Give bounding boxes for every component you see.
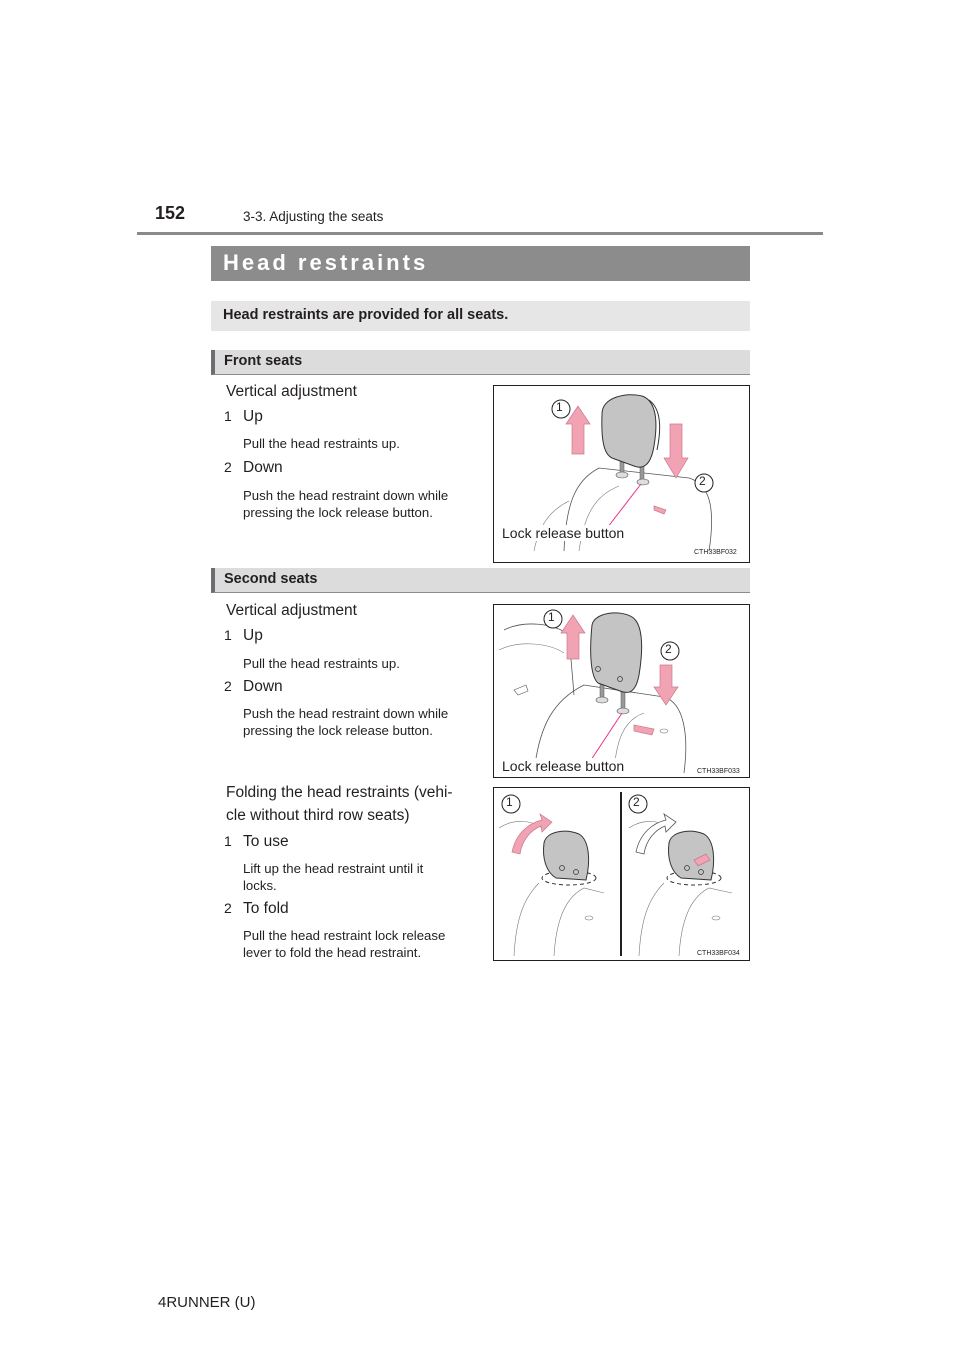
front-item-1-label: Up: [243, 408, 263, 425]
page-number: 152: [155, 203, 186, 223]
intro-text: Head restraints are provided for all seats.: [223, 307, 509, 323]
front-seat-figure: [493, 385, 750, 563]
front-item-2-label: Down: [243, 459, 283, 476]
front-item-1-desc: Pull the head restraints up.: [243, 436, 400, 451]
folding-callout-1: 1: [506, 795, 513, 809]
front-figure-code: CTH33BF032: [694, 549, 737, 556]
folding-figure: [493, 787, 750, 961]
front-callout-1: 1: [556, 400, 563, 414]
second-item-1-number: 1: [224, 627, 232, 643]
front-adjust-title: Vertical adjustment: [226, 383, 357, 400]
second-item-1-desc: Pull the head restraints up.: [243, 656, 400, 671]
page-title: Head restraints: [223, 250, 429, 275]
second-item-1-label: Up: [243, 627, 263, 644]
footer-model: 4RUNNER (U): [158, 1294, 256, 1311]
front-item-2-desc-line2: pressing the lock release button.: [243, 505, 433, 520]
front-item-2-desc-line1: Push the head restraint down while: [243, 488, 449, 503]
section-title-bar: [211, 246, 750, 281]
second-lock-release-label: Lock release button: [502, 758, 625, 774]
folding-callout-2: 2: [633, 795, 640, 809]
second-callout-1: 1: [548, 610, 555, 624]
chapter-title: 3-3. Adjusting the seats: [243, 209, 384, 224]
header-rule: [137, 232, 823, 235]
folding-title-line1: Folding the head restraints (vehi-: [226, 784, 453, 801]
second-seat-figure: [493, 604, 750, 778]
folding-item-1-label: To use: [243, 833, 289, 850]
intro-box: [211, 301, 750, 331]
front-seats-heading: [211, 350, 750, 375]
front-item-2-number: 2: [224, 459, 232, 475]
front-lock-release-label: Lock release button: [502, 525, 625, 541]
folding-item-1-desc-line1: Lift up the head restraint until it: [243, 861, 424, 876]
second-seats-heading: [211, 568, 750, 593]
folding-item-2-desc-line2: lever to fold the head restraint.: [243, 945, 422, 960]
folding-item-2-number: 2: [224, 900, 232, 916]
folding-item-2-label: To fold: [243, 900, 289, 917]
second-item-2-label: Down: [243, 678, 283, 695]
front-seats-heading-text: Front seats: [224, 353, 303, 369]
second-item-2-desc-line1: Push the head restraint down while: [243, 706, 449, 721]
folding-item-1-number: 1: [224, 833, 232, 849]
second-adjust-title: Vertical adjustment: [226, 602, 357, 619]
front-callout-2: 2: [699, 474, 706, 488]
second-seats-heading-text: Second seats: [224, 571, 318, 587]
folding-title-line2: cle without third row seats): [226, 807, 410, 824]
second-item-2-desc-line2: pressing the lock release button.: [243, 723, 433, 738]
second-figure-code: CTH33BF033: [697, 768, 740, 775]
second-callout-2: 2: [665, 642, 672, 656]
front-item-1-number: 1: [224, 408, 232, 424]
second-item-2-number: 2: [224, 678, 232, 694]
folding-figure-code: CTH33BF034: [697, 950, 740, 957]
folding-item-2-desc-line1: Pull the head restraint lock release: [243, 928, 446, 943]
folding-item-1-desc-line2: locks.: [243, 878, 277, 893]
second-seat-illustration: [494, 605, 749, 777]
folding-illustration: [494, 788, 749, 960]
